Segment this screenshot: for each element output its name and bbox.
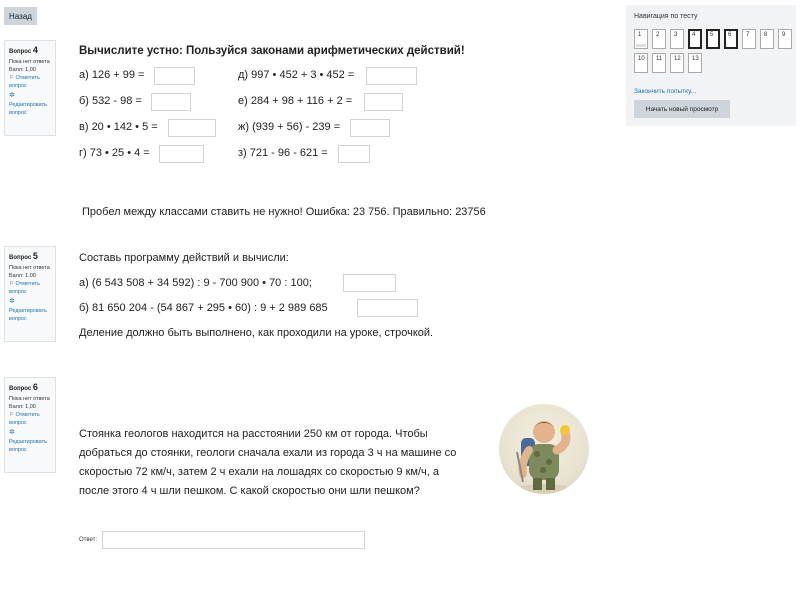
flag-icon: ⚐	[9, 412, 14, 418]
finish-attempt-link[interactable]: Закончить попытку...	[634, 88, 697, 95]
answer-5a-input[interactable]	[343, 274, 396, 292]
answer-5b-input[interactable]	[357, 299, 418, 317]
flag-question-link[interactable]: ⚐ Отметить вопрос	[9, 412, 40, 427]
gear-icon: ✲	[9, 91, 15, 99]
flag-question-link[interactable]: ⚐ Отметить вопрос	[9, 281, 40, 296]
question-status: Пока нет ответа	[9, 58, 50, 65]
nav-question-11[interactable]: 11	[652, 53, 666, 73]
gear-icon: ✲	[9, 297, 15, 305]
answer-g-input[interactable]	[159, 145, 204, 163]
question-6-line-4: после этого 4 ч шли пешком. С какой скоростью они шли пешком?	[79, 485, 420, 497]
gear-icon: ✲	[9, 428, 15, 436]
question-status: Пока нет ответа	[9, 395, 50, 402]
answer-d-input[interactable]	[366, 67, 417, 85]
geologist-figure	[499, 404, 589, 494]
nav-question-1[interactable]: 1	[634, 29, 648, 49]
question-info-4	[4, 40, 56, 136]
geologist-illustration	[499, 404, 589, 494]
question-6-line-2: добраться до стоянки, геологи сначала ехали из города 3 ч на машине со	[79, 447, 457, 459]
expr-e: е) 284 + 98 + 116 + 2 =	[238, 95, 353, 107]
answer-a-input[interactable]	[154, 67, 195, 85]
nav-question-8[interactable]: 8	[760, 29, 774, 49]
nav-question-3[interactable]: 3	[670, 29, 684, 49]
question-5-note: Деление должно быть выполнено, как проходили на уроке, строчкой.	[79, 327, 434, 339]
question-score: Балл: 1,00	[9, 403, 36, 410]
question-score: Балл: 1,00	[9, 66, 36, 73]
expr-d: д) 997 • 452 + 3 • 452 =	[238, 69, 355, 81]
edit-question-link[interactable]: Редактировать вопрос	[9, 439, 47, 454]
question-title: Вопрос 5	[9, 251, 38, 261]
question-info-5	[4, 246, 56, 342]
question-title: Вопрос 4	[9, 45, 38, 55]
answer-e-input[interactable]	[364, 93, 403, 111]
question-6-line-3: скоростью 72 км/ч, затем 2 ч ехали на лошадях со скоростью 9 км/ч, а	[79, 466, 439, 478]
nav-question-4[interactable]: 4	[688, 29, 702, 49]
question-4-title: Вычислите устно: Пользуйся законами арифметических действий!	[79, 45, 465, 57]
nav-question-13[interactable]: 13	[688, 53, 702, 73]
flag-question-link[interactable]: ⚐ Отметить вопрос	[9, 75, 40, 90]
quiz-navigation-title: Навигация по тесту	[634, 13, 698, 20]
answer-zh-input[interactable]	[350, 119, 390, 137]
question-5-title: Составь программу действий и вычисли:	[79, 252, 289, 264]
nav-question-6[interactable]: 6	[724, 29, 738, 49]
answer-label: Ответ:	[79, 537, 98, 543]
question-6-line-1: Стоянка геологов находится на расстоянии 250 км от города. Чтобы	[79, 428, 428, 440]
quiz-navigation-panel	[626, 5, 796, 126]
flag-icon: ⚐	[9, 75, 14, 81]
expr-g: г) 73 • 25 • 4 =	[79, 147, 150, 159]
nav-question-5[interactable]: 5	[706, 29, 720, 49]
nav-question-9[interactable]: 9	[778, 29, 792, 49]
question-status: Пока нет ответа	[9, 264, 50, 271]
expr-b: б) 532 - 98 =	[79, 95, 142, 107]
expr-v: в) 20 • 142 • 5 =	[79, 121, 158, 133]
question-4-note: Пробел между классами ставить не нужно! Ошибка: 23 756. Правильно: 23756	[82, 206, 486, 218]
back-button[interactable]: Назад	[4, 7, 37, 25]
question-info-6	[4, 377, 56, 473]
question-score: Балл: 1,00	[9, 272, 36, 279]
edit-question-link[interactable]: Редактировать вопрос	[9, 308, 47, 323]
nav-question-2[interactable]: 2	[652, 29, 666, 49]
nav-question-12[interactable]: 12	[670, 53, 684, 73]
flag-icon: ⚐	[9, 281, 14, 287]
expr-5b: б) 81 650 204 - (54 867 + 295 • 60) : 9 + 2 989 685	[79, 302, 328, 314]
nav-question-7[interactable]: 7	[742, 29, 756, 49]
answer-6-input[interactable]	[102, 531, 365, 549]
edit-question-link[interactable]: Редактировать вопрос	[9, 102, 47, 117]
answer-z-input[interactable]	[338, 145, 370, 163]
expr-zh: ж) (939 + 56) - 239 =	[238, 121, 341, 133]
expr-a: а) 126 + 99 =	[79, 69, 145, 81]
start-new-preview-button[interactable]: Начать новый просмотр	[634, 100, 730, 118]
nav-question-10[interactable]: 10	[634, 53, 648, 73]
answer-b-input[interactable]	[151, 93, 191, 111]
expr-5a: а) (6 543 508 + 34 592) : 9 - 700 900 • 70 : 100;	[79, 277, 312, 289]
expr-z: з) 721 - 96 - 621 =	[238, 147, 328, 159]
question-title: Вопрос 6	[9, 382, 38, 392]
answer-v-input[interactable]	[168, 119, 216, 137]
